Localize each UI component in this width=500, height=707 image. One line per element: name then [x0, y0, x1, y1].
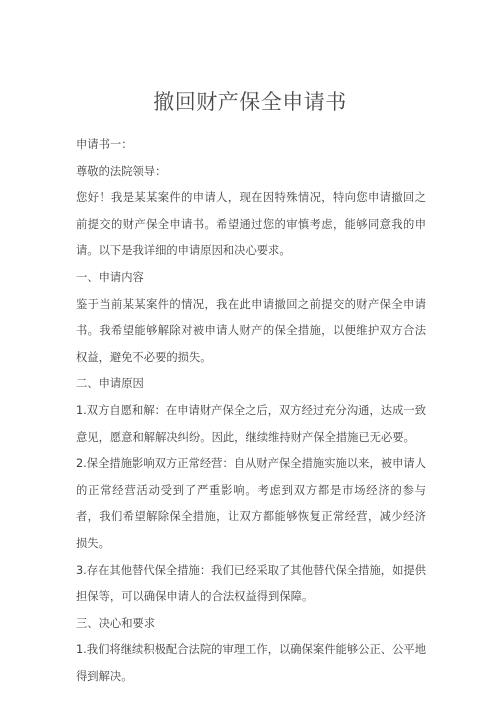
section-heading-requirements: 三、决心和要求 [76, 616, 156, 630]
salutation: 尊敬的法院领导： [76, 164, 167, 178]
document-body [76, 132, 426, 690]
reason-2-paragraph: 2.保全措施影响双方正常经营：自从财产保全措施实施以来，被申请人的正常经营活动受到了严重影响。考虑到双方都是市场经济的参与者，我们希望解除保全措施，让双方都能够恢复正常经营，减少经济损失。 [76, 457, 426, 550]
document-title: 撤回财产保全申请书 [153, 90, 347, 114]
salutation-heading: 申请书一： [76, 138, 133, 151]
content-paragraph: 鉴于当前某某案件的情况，我在此申请撤回之前提交的财产保全申请书。我希望能够解除对被申请人财产的保全措施，以便维护双方合法权益，避免不必要的损失。 [76, 297, 426, 364]
reason-3-paragraph: 3.存在其他替代保全措施：我们已经采取了其他替代保全措施，如提供担保等，可以确保申请人的合法权益得到保障。 [76, 563, 426, 604]
requirement-1-paragraph: 1.我们将继续积极配合法院的审理工作，以确保案件能够公正、公平地得到解决。 [76, 643, 426, 683]
section-heading-content: 一、申请内容 [76, 270, 144, 284]
intro-paragraph: 您好！我是某某案件的申请人，现在因特殊情况，特向您申请撤回之前提交的财产保全申请书。希望通过您的审慎考虑，能够同意我的申请。以下是我详细的申请原因和决心要求。 [76, 191, 426, 258]
section-heading-reasons: 二、申请原因 [76, 377, 144, 391]
reason-1-paragraph: 1.双方自愿和解：在申请财产保全之后，双方经过充分沟通，达成一致意见，愿意和解解决纠纷。因此，继续维持财产保全措施已无必要。 [76, 403, 426, 444]
